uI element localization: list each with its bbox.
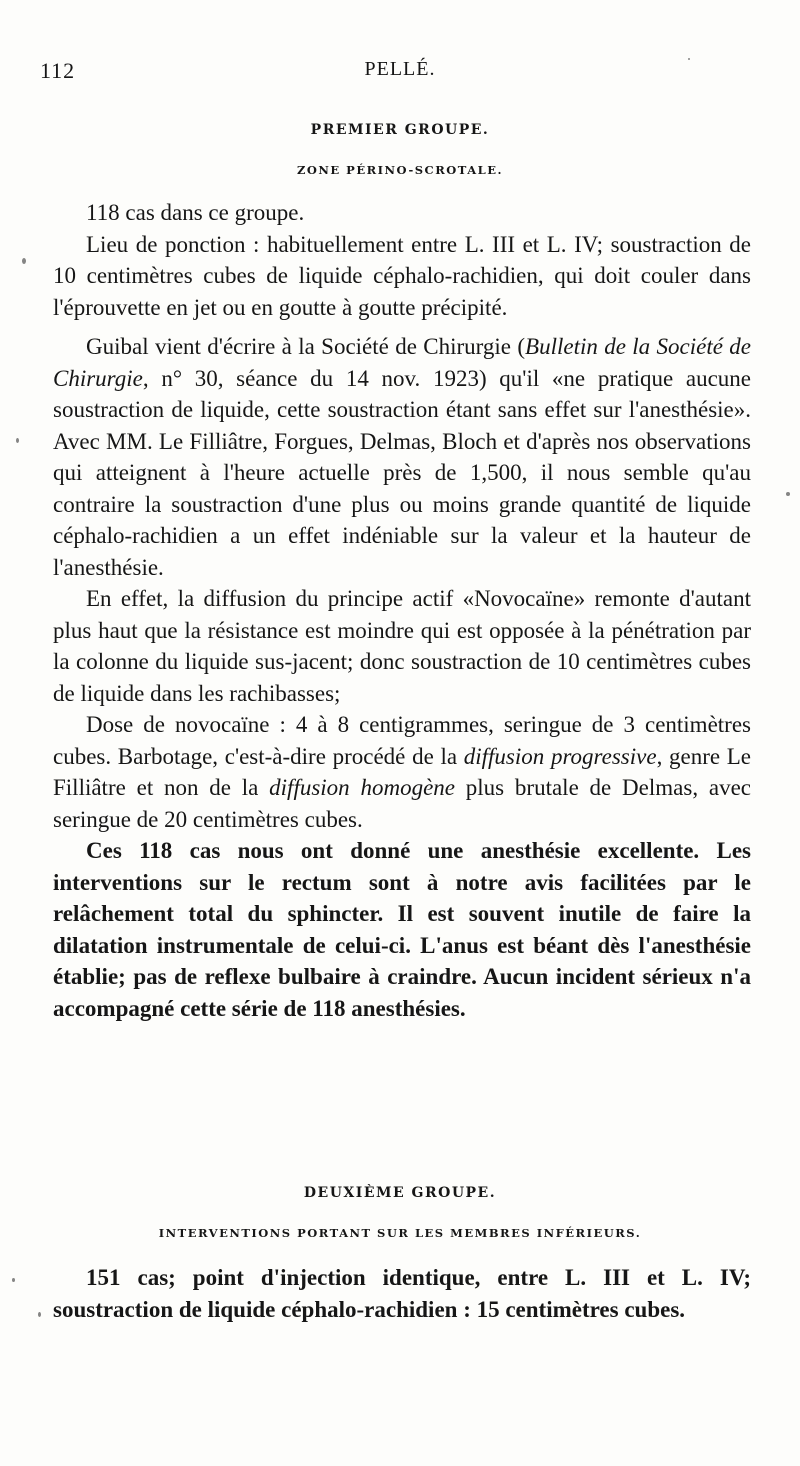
scan-speck (16, 438, 19, 443)
paragraph-text: , genre Le Filliâtre et non de la (53, 743, 752, 800)
journal-title: Bulletin de la Société de Chirurgie (53, 334, 752, 391)
page-number: 112 (40, 58, 76, 83)
paragraph: En effet, la diffusion du principe actif «Novocaïne» remonte d'autant plus haut que la résistance est moindre qui est opposée à la pénétration par la colonne du liquide sus-jacent; donc soustraction de 10 centimètres cubes de liquide dans les rachibasses; (53, 586, 751, 706)
group2-subtitle: INTERVENTIONS PORTANT SUR LES MEMBRES INFÉRIEURS. (158, 1226, 642, 1240)
running-head: PELLÉ. (364, 58, 436, 80)
scan-speck (12, 1278, 15, 1282)
paragraph-text: Dose de novocaïne : 4 à 8 centigrammes, seringue de 3 centimètres cubes. Barbotage, c'est-à-dire procédé de la (53, 712, 751, 769)
group1-body (53, 197, 751, 1024)
paragraph (53, 331, 751, 583)
group2-body (53, 1262, 751, 1325)
group1-subtitle: ZONE PÉRINO-SCROTALE. (296, 163, 503, 177)
paragraph (53, 709, 751, 835)
paragraph: 118 cas dans ce groupe. (86, 200, 305, 225)
emphasis: diffusion progressive (463, 743, 657, 769)
scan-speck (38, 1312, 41, 1317)
scan-speck (688, 58, 690, 60)
paragraph-text: , n° 30, séance du 14 nov. 1923) qu'il «ne pratique aucune soustraction de liquide, cette soustraction étant sans effet sur l'anesthésie». Avec MM. Le Filliâtre, Forgues, Delmas, Bloch et d'après nos observations qui atteignent à l'heure actuelle près de 1,500, il nous semble qu'au contraire la soustraction d'une plus ou moins grande quantité de liquide céphalo-rachidien a un effet indéniable sur la valeur et la hauteur de l'anesthésie. (53, 365, 751, 580)
paragraph: Ces 118 cas nous ont donné une anesthésie excellente. Les interventions sur le rectum sont à notre avis facilitées par le relâchement total du sphincter. Il est souvent inutile de faire la dilatation instrumentale de celui-ci. L'anus est béant dès l'anesthésie établie; pas de reflexe bulbaire à craindre. Aucun incident sérieux n'a accompagné cette série de 118 anesthésies. (53, 838, 751, 1021)
group1-title: PREMIER GROUPE. (310, 122, 490, 138)
group2-title: DEUXIÈME GROUPE. (303, 1185, 497, 1201)
paragraph-text: Guibal vient d'écrire à la Société de Chirurgie ( (86, 334, 526, 359)
emphasis: diffusion homogène (269, 775, 455, 800)
paragraph: 151 cas; point d'injection identique, entre L. III et L. IV; soustraction de liquide céphalo-rachidien : 15 centimètres cubes. (53, 1265, 751, 1322)
scan-speck (22, 258, 26, 264)
scan-speck (786, 492, 790, 496)
paragraph: Lieu de ponction : habituellement entre L. III et L. IV; soustraction de 10 centimètres cubes de liquide céphalo-rachidien, qui doit couler dans l'éprouvette en jet ou en goutte à goutte précipité. (53, 231, 751, 320)
paragraph-text: plus brutale de Delmas, avec seringue de 20 centimètres cubes. (53, 775, 751, 832)
page-header (40, 58, 760, 92)
